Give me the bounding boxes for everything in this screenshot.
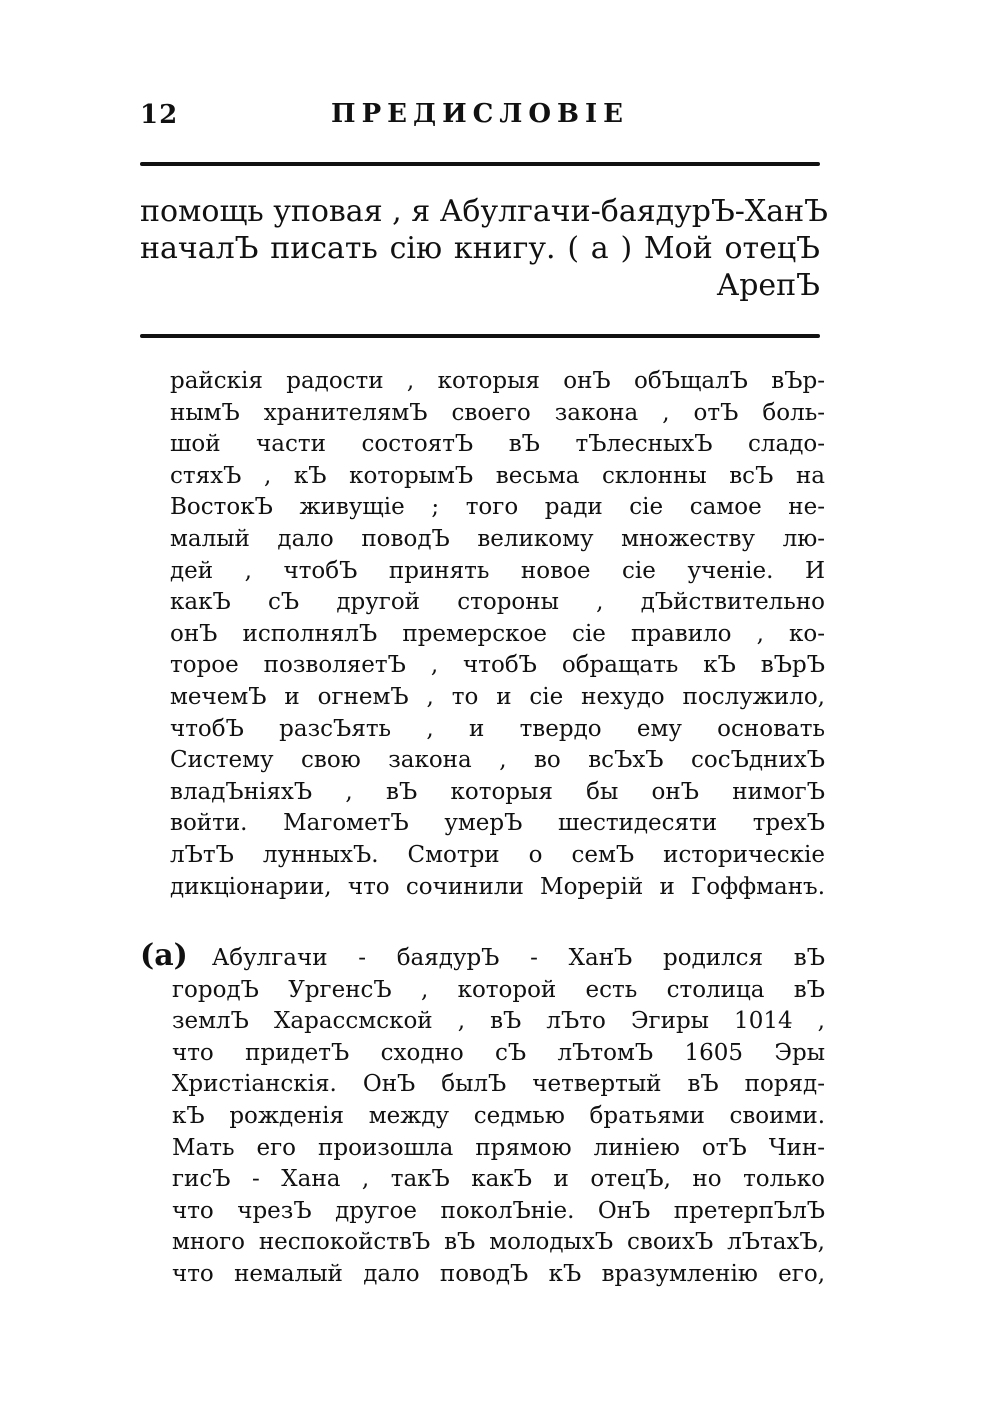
footnote-line: кЪ рожденія между седмью братьями своими. — [172, 1102, 825, 1129]
footnote-a — [140, 940, 825, 1291]
footnote-line: городЪ УргенсЪ , которой есть столица вЪ — [172, 976, 825, 1003]
footnote-line: ВостокЪ живущіе ; того ради сіе самое не- — [170, 494, 825, 521]
catchword: АрепЪ — [716, 268, 820, 303]
footnote-line: лЪтЪ лунныхЪ. Смотри о семЪ историческіе — [170, 841, 825, 868]
footnote-line: онЪ исполнялЪ премерское сіе правило , ко- — [170, 620, 825, 647]
footnote-rule — [140, 334, 820, 338]
footnote-line: войти. МагометЪ умерЪ шестидесяти трехЪ — [170, 810, 825, 837]
footnote-line: какЪ сЪ другой стороны , дЪйствительно — [170, 589, 825, 616]
footnote-line-text: Абулгачи - баядурЪ - ХанЪ родился вЪ — [211, 945, 825, 971]
footnote-line: много неспокойствЪ вЪ молодыхЪ своихЪ лЪтахЪ, — [172, 1229, 825, 1256]
footnote-line: нымЪ хранителямЪ своего закона , отЪ боль- — [170, 399, 825, 426]
header-rule — [140, 162, 820, 166]
footnote-line: мечемЪ и огнемЪ , то и сіе нехудо послужило, — [170, 683, 825, 710]
main-text — [140, 193, 828, 304]
footnote-line: малый дало поводЪ великому множеству лю- — [170, 525, 825, 552]
footnote-continued — [170, 366, 825, 903]
page-number: 12 — [140, 100, 179, 130]
footnote-marker: (а) — [140, 938, 188, 973]
footnote-line: Мать его произошла прямою линіею отЪ Чин- — [172, 1134, 825, 1161]
footnote-line: райскія радости , которыя онЪ обЪщалЪ вЪр- — [170, 368, 825, 394]
running-head: ПРЕДИСЛОВІЕ — [331, 99, 629, 129]
footnote-line: чтобЪ разсЪять , и твердо ему основать — [170, 715, 825, 742]
footnote-line: гисЪ - Хана , такЪ какЪ и отецЪ, но только — [172, 1166, 825, 1193]
footnote-line: дикціонарии, что сочинили Морерій и Гоффманъ. — [170, 873, 825, 900]
footnote-line: что придетЪ сходно сЪ лЪтомЪ 1605 Эры — [172, 1039, 825, 1066]
footnote-line: торое позволяетЪ , чтобЪ обращать кЪ вЪрЪ — [170, 652, 825, 679]
footnote-line: Систему свою закона , во всЪхЪ сосЪднихЪ — [170, 747, 825, 774]
footnote-line: что чрезЪ другое поколЪніе. ОнЪ претерпЪлЪ — [172, 1197, 825, 1224]
footnote-line: землЪ Харассмской , вЪ лЪто Эгиры 1014 , — [172, 1008, 825, 1035]
main-text-line: помощь уповая , я Абулгачи-баядурЪ-ХанЪ — [140, 194, 828, 229]
footnote-line: стяхЪ , кЪ которымЪ весьма склонны всЪ на — [170, 462, 825, 489]
footnote-line: Христіанскія. ОнЪ былЪ четвертый вЪ поряд- — [172, 1071, 825, 1098]
main-text-line: началЪ писать сію книгу. ( а ) Мой отецЪ — [140, 231, 820, 266]
footnote-line: шой части состоятЪ вЪ тЪлесныхЪ сладо- — [170, 431, 825, 458]
footnote-line: что немалый дало поводЪ кЪ вразумленію его, — [172, 1260, 825, 1287]
footnote-line: дей , чтобЪ принять новое сіе ученіе. И — [170, 557, 825, 584]
footnote-line: владЪніяхЪ , вЪ которыя бы онЪ нимогЪ — [170, 778, 825, 805]
footnote-line — [140, 940, 825, 975]
